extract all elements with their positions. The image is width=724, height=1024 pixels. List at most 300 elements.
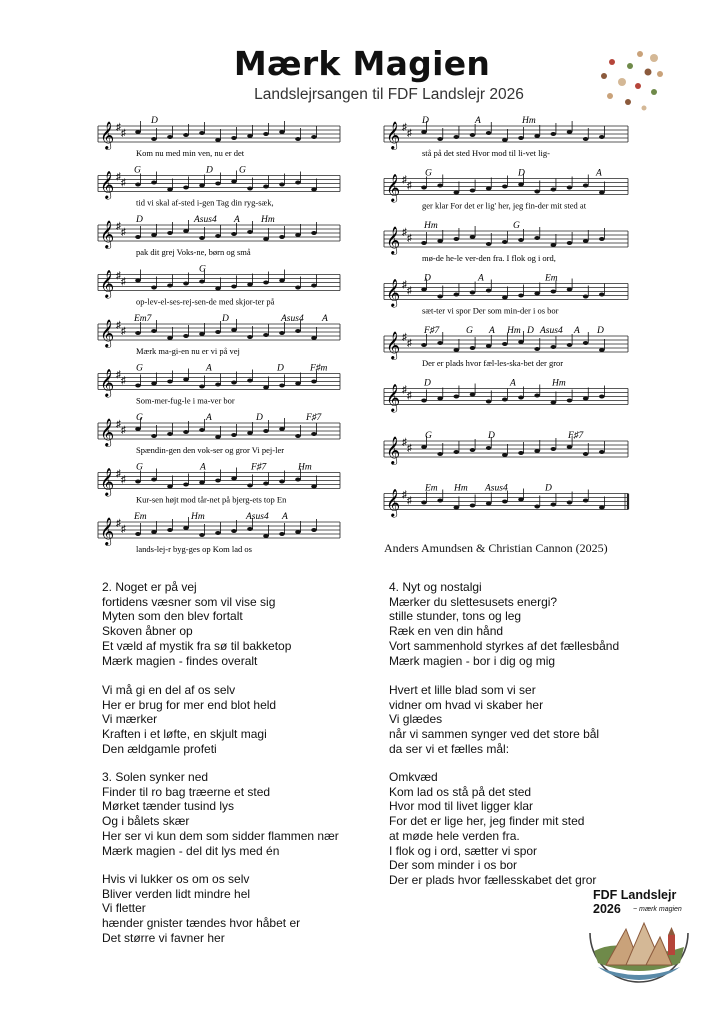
note — [247, 379, 253, 383]
chord-symbol: D — [527, 326, 534, 336]
chord-symbol: A — [574, 326, 580, 336]
chord-symbol: A — [200, 462, 206, 473]
note — [199, 385, 205, 389]
note — [599, 450, 605, 454]
note — [470, 189, 476, 193]
sharp-sign: ♯ — [116, 419, 121, 430]
note — [583, 452, 589, 456]
treble-clef: 𝄞 — [100, 420, 115, 446]
decorative-dots — [596, 46, 666, 116]
note — [486, 289, 492, 293]
logo-title: FDF Landslejr — [593, 888, 677, 902]
note — [263, 386, 269, 390]
sharp-sign: ♯ — [116, 122, 121, 133]
note — [215, 138, 221, 142]
chord-symbol: Asus4 — [281, 314, 304, 324]
sharp-sign: ♯ — [116, 320, 121, 331]
treble-clef: 𝄞 — [100, 469, 115, 496]
lyric-line: lands-lej-r byg-ges op Kom lad os — [136, 544, 252, 554]
note — [567, 130, 573, 134]
treble-clef: 𝄞 — [386, 385, 401, 412]
note — [263, 482, 269, 486]
sharp-sign: ♯ — [116, 221, 121, 232]
note — [437, 239, 443, 243]
treble-clef: 𝄞 — [386, 280, 401, 307]
note — [421, 186, 427, 190]
sharp-sign: ♯ — [407, 338, 412, 349]
sharp-sign: ♯ — [407, 495, 412, 507]
treble-clef: 𝄞 — [100, 123, 115, 149]
note — [518, 498, 524, 502]
note — [551, 132, 557, 136]
note — [470, 346, 476, 350]
chord-symbol: A — [489, 326, 495, 336]
note — [263, 185, 269, 189]
chorus: Omkvæd Kom lad os stå på det sted Hvor mod til livet ligger klar For det er lige her, jeg finder mit sted at møde hele verden fra. I flok og i ord, sætter vi spor Der som minder i os bor Der er plads hvor fællesskabet det gror — [389, 770, 597, 887]
note — [502, 138, 508, 142]
note — [151, 233, 157, 237]
note — [551, 401, 557, 405]
sharp-sign: ♯ — [121, 474, 126, 486]
note — [263, 237, 269, 241]
note — [311, 336, 317, 340]
lyric-line: Spændin-gen den vok-ser og gror Vi pej-ler — [136, 445, 285, 455]
lyric-line: Der er plads hvor fæl-les-ska-bet der gror — [422, 358, 564, 368]
chord-symbol: D — [151, 116, 158, 126]
sharp-sign: ♯ — [116, 518, 121, 529]
treble-clef: 𝄞 — [386, 490, 401, 517]
note — [231, 529, 237, 533]
note — [279, 235, 285, 239]
note — [183, 133, 189, 137]
note — [421, 501, 427, 505]
staff-system — [98, 166, 340, 208]
sharp-sign: ♯ — [116, 171, 121, 183]
note — [486, 131, 492, 135]
note — [502, 342, 508, 346]
lyric-line: pak dit grej Voks-ne, børn og små — [136, 247, 251, 257]
chord-symbol: D — [424, 378, 431, 389]
chord-symbol: D — [256, 413, 263, 423]
sheet-music-left — [96, 112, 346, 572]
note — [247, 230, 253, 234]
note — [567, 186, 573, 190]
chord-symbol: Asus4 — [246, 512, 269, 522]
note — [151, 286, 157, 290]
note — [486, 242, 492, 246]
note — [599, 237, 605, 241]
note — [263, 132, 269, 136]
sharp-sign: ♯ — [407, 233, 412, 244]
note — [470, 393, 476, 397]
note — [470, 504, 476, 508]
note — [151, 530, 157, 534]
sharp-sign: ♯ — [402, 174, 407, 186]
note — [183, 378, 189, 382]
chord-symbol: A — [206, 413, 212, 423]
note — [583, 499, 589, 503]
note — [247, 335, 253, 339]
note — [295, 137, 301, 141]
note — [279, 427, 285, 431]
chord-symbol: Hm — [522, 116, 536, 126]
chord-symbol: Hm — [424, 221, 438, 231]
note — [151, 382, 157, 386]
note — [263, 333, 269, 337]
note — [263, 534, 269, 538]
note — [518, 340, 524, 344]
chord-symbol: Asus4 — [194, 215, 217, 225]
note — [135, 331, 141, 335]
note — [215, 330, 221, 334]
note — [534, 236, 540, 240]
note — [470, 235, 476, 239]
note — [534, 347, 540, 351]
note — [311, 284, 317, 288]
note — [295, 286, 301, 290]
sharp-sign: ♯ — [121, 375, 126, 387]
note — [263, 429, 269, 433]
note — [534, 394, 540, 398]
note — [167, 135, 173, 139]
note — [518, 183, 524, 187]
note — [199, 428, 205, 432]
treble-clef: 𝄞 — [100, 519, 115, 545]
note — [183, 526, 189, 530]
chord-symbol: D — [488, 431, 495, 441]
verse-3-bridge: Hvis vi lukker os om os selv Bliver verden lidt mindre hel Vi fletter hænder gnister tændes hvor håbet er Det større vi favner her — [102, 872, 301, 945]
chord-symbol: G — [136, 363, 143, 374]
treble-clef: 𝄞 — [386, 175, 401, 202]
chord-symbol: G — [239, 165, 246, 176]
note — [599, 135, 605, 139]
chord-symbol: G — [466, 326, 473, 336]
note — [599, 348, 605, 352]
composer-credit: Anders Amundsen & Christian Cannon (2025) — [384, 541, 608, 555]
staff-system — [384, 484, 628, 518]
note — [567, 288, 573, 292]
chord-symbol: G — [136, 462, 143, 473]
note — [599, 293, 605, 297]
chord-symbol: G — [513, 221, 520, 231]
note — [279, 331, 285, 335]
chord-symbol: A — [475, 116, 481, 126]
note — [279, 183, 285, 187]
note — [437, 499, 443, 503]
note — [151, 181, 157, 185]
note — [151, 434, 157, 438]
note — [534, 292, 540, 296]
note — [486, 502, 492, 506]
sharp-sign: ♯ — [402, 489, 407, 501]
note — [295, 181, 301, 185]
note — [311, 432, 317, 436]
note — [151, 137, 157, 141]
note — [231, 381, 237, 385]
sharp-sign: ♯ — [116, 270, 121, 282]
sharp-sign: ♯ — [116, 468, 121, 480]
note — [421, 343, 427, 347]
note — [183, 334, 189, 338]
chord-symbol: Asus4 — [485, 483, 508, 494]
chord-symbol: G — [425, 168, 432, 179]
sharp-sign: ♯ — [121, 326, 126, 337]
note — [486, 446, 492, 450]
note — [486, 344, 492, 348]
note — [215, 383, 221, 387]
chord-symbol: A — [322, 314, 328, 324]
note — [454, 450, 460, 454]
note — [518, 136, 524, 140]
note — [167, 432, 173, 436]
note — [454, 395, 460, 399]
staff-system — [384, 326, 628, 368]
sharp-sign: ♯ — [407, 285, 412, 297]
note — [231, 433, 237, 437]
note — [567, 445, 573, 449]
verse-2-bridge: Vi må gi en del af os selv Her er brug for mer end blot held Vi mærker Kraften i et løfte, en skjult magi Den ældgamle profeti — [102, 683, 277, 756]
note — [311, 380, 317, 384]
note — [583, 341, 589, 345]
note — [534, 134, 540, 138]
note — [311, 485, 317, 489]
chord-symbol: D — [206, 165, 213, 176]
note — [247, 134, 253, 138]
note — [311, 528, 317, 532]
note — [551, 188, 557, 192]
staff-system — [384, 274, 628, 316]
sharp-sign: ♯ — [121, 177, 126, 189]
note — [199, 184, 205, 188]
note — [279, 480, 285, 484]
staff-system — [384, 221, 628, 263]
note — [295, 434, 301, 438]
note — [599, 506, 605, 510]
staff-system — [98, 265, 340, 307]
note — [295, 530, 301, 534]
note — [551, 447, 557, 451]
chord-symbol: Hm — [261, 215, 275, 225]
staff-system — [98, 116, 340, 158]
sharp-sign: ♯ — [407, 443, 412, 454]
note — [231, 232, 237, 236]
chord-symbol: Em — [134, 512, 147, 522]
treble-clef: 𝄞 — [386, 123, 401, 149]
treble-clef: 𝄞 — [100, 370, 115, 397]
treble-clef: 𝄞 — [386, 438, 401, 464]
note — [215, 234, 221, 238]
note — [437, 397, 443, 401]
chord-symbol: G — [425, 431, 432, 441]
chord-symbol: D — [597, 326, 604, 336]
chord-symbol: Hm — [507, 326, 521, 336]
note — [135, 384, 141, 388]
note — [247, 484, 253, 488]
note — [199, 481, 205, 485]
note — [135, 532, 141, 536]
note — [215, 182, 221, 186]
logo-year: 2026 — [593, 902, 621, 916]
note — [183, 483, 189, 487]
chord-symbol: Hm — [298, 462, 312, 473]
note — [135, 183, 141, 187]
sharp-sign: ♯ — [402, 437, 407, 448]
chord-symbol: F♯m — [310, 363, 328, 374]
note — [437, 341, 443, 345]
sharp-sign: ♯ — [402, 384, 407, 396]
staff-system — [98, 413, 340, 455]
note — [437, 452, 443, 456]
note — [454, 506, 460, 510]
treble-clef: 𝄞 — [386, 228, 401, 254]
chord-symbol: Asus4 — [540, 326, 563, 336]
sharp-sign: ♯ — [402, 279, 407, 291]
note — [567, 241, 573, 245]
note — [279, 279, 285, 283]
note — [183, 282, 189, 286]
sharp-sign: ♯ — [407, 390, 412, 402]
note — [583, 184, 589, 188]
note — [421, 130, 427, 134]
note — [486, 400, 492, 404]
chord-symbol: D — [222, 314, 229, 324]
chord-symbol: A — [206, 363, 212, 374]
note — [231, 285, 237, 289]
note — [567, 501, 573, 505]
note — [135, 279, 141, 283]
note — [167, 284, 173, 288]
note — [279, 532, 285, 536]
logo-tagline: ~ mærk magien — [633, 906, 682, 913]
note — [215, 479, 221, 483]
note — [151, 478, 157, 482]
note — [295, 233, 301, 237]
chord-symbol: Hm — [552, 378, 566, 389]
note — [502, 500, 508, 504]
chord-symbol: D — [518, 168, 525, 179]
note — [231, 328, 237, 332]
chord-symbol: D — [136, 215, 143, 225]
note — [567, 343, 573, 347]
note — [454, 293, 460, 297]
note — [421, 288, 427, 292]
verse-4: 4. Nyt og nostalgi Mærker du slettesusets energi? stille stunder, tons og leg Ræk en ven din hånd Vort sammenhold styrkes af det fællesbånd Mærk magien - bor i dig og mig — [389, 580, 620, 668]
note — [279, 130, 285, 134]
treble-clef: 𝄞 — [100, 222, 115, 248]
note — [551, 290, 557, 294]
staff-system — [384, 379, 628, 413]
note — [583, 295, 589, 299]
treble-clef: 𝄞 — [100, 321, 115, 347]
sharp-sign: ♯ — [121, 276, 126, 288]
note — [551, 345, 557, 349]
note — [215, 435, 221, 439]
note — [295, 382, 301, 386]
sharp-sign: ♯ — [121, 227, 126, 238]
chord-symbol: A — [478, 273, 484, 284]
note — [167, 380, 173, 384]
note — [534, 505, 540, 509]
note — [167, 231, 173, 235]
note — [502, 398, 508, 402]
chord-symbol: G — [136, 413, 143, 423]
chord-symbol: G — [199, 264, 206, 275]
sharp-sign: ♯ — [116, 369, 121, 381]
note — [583, 397, 589, 401]
note — [470, 291, 476, 295]
note — [599, 395, 605, 399]
note — [231, 180, 237, 184]
note — [247, 283, 253, 287]
chord-symbol: F♯7 — [306, 413, 322, 423]
staff-system — [384, 431, 628, 465]
note — [167, 528, 173, 532]
treble-clef: 𝄞 — [386, 333, 401, 359]
note — [183, 430, 189, 434]
note — [279, 384, 285, 388]
staff-system — [98, 463, 340, 505]
staff-system — [98, 364, 340, 406]
note — [518, 396, 524, 400]
note — [421, 399, 427, 403]
note — [231, 477, 237, 481]
note — [567, 399, 573, 403]
page-subtitle: Landslejrsangen til FDF Landslejr 2026 — [254, 86, 524, 103]
note — [311, 231, 317, 235]
note — [135, 480, 141, 484]
note — [534, 449, 540, 453]
note — [183, 186, 189, 190]
lyric-line: Kur-sen højt mod tår-net på bjerg-ets top En — [136, 494, 287, 505]
note — [421, 241, 427, 245]
note — [551, 243, 557, 247]
note — [247, 187, 253, 191]
note — [437, 137, 443, 141]
sharp-sign: ♯ — [402, 227, 407, 238]
note — [518, 294, 524, 298]
sharp-sign: ♯ — [407, 180, 412, 192]
chord-symbol: A — [510, 378, 516, 389]
lyric-line: Som-mer-fug-le i ma-ver bor — [136, 395, 235, 406]
chord-symbol: F♯7 — [424, 326, 440, 336]
sharp-sign: ♯ — [121, 425, 126, 436]
note — [311, 135, 317, 139]
note — [502, 296, 508, 300]
note — [247, 431, 253, 435]
note — [454, 135, 460, 139]
page-title: Mærk Magien — [233, 44, 491, 83]
lyric-line: op-lev-el-ses-rej-sen-de med skjor-ter på — [136, 296, 275, 307]
note — [583, 137, 589, 141]
chord-symbol: Em7 — [134, 314, 152, 324]
note — [167, 485, 173, 489]
note — [215, 287, 221, 291]
note — [183, 229, 189, 233]
sharp-sign: ♯ — [407, 128, 412, 139]
lyric-line: Mærk ma-gi-en nu er vi på vej — [136, 346, 240, 356]
sharp-sign: ♯ — [121, 524, 126, 535]
lyric-line: mø-de he-le ver-den fra. I flok og i ord, — [422, 253, 556, 263]
note — [583, 239, 589, 243]
treble-clef: 𝄞 — [100, 271, 115, 298]
lyric-line: sæt-ter vi spor Der som min-der i os bor — [422, 305, 559, 316]
note — [199, 332, 205, 336]
treble-clef: 𝄞 — [100, 172, 115, 199]
note — [199, 280, 205, 284]
note — [437, 184, 443, 188]
chord-symbol: Em — [545, 273, 558, 284]
note — [518, 451, 524, 455]
